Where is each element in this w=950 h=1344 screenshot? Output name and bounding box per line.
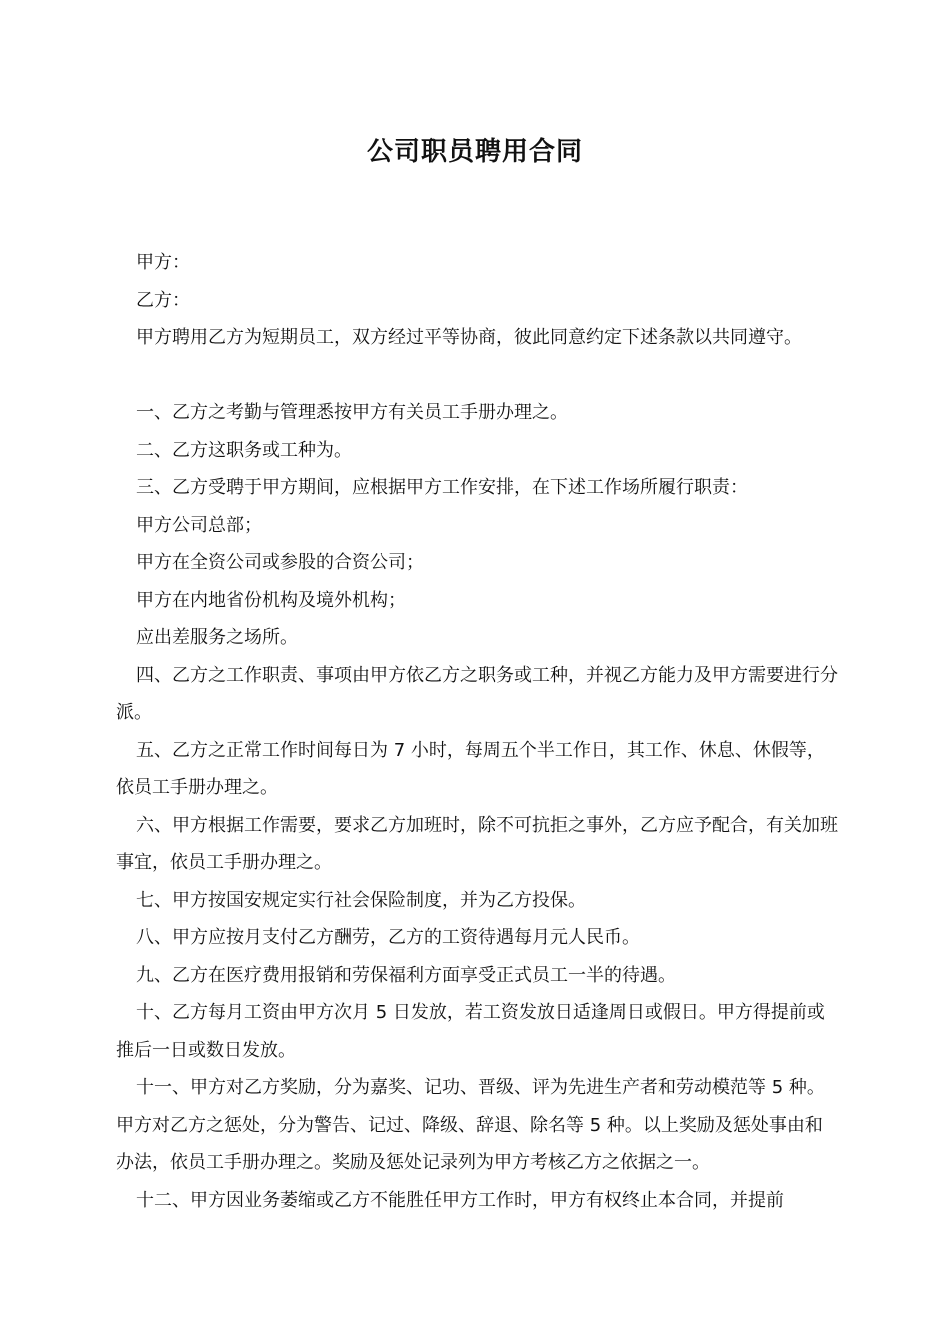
clause-2: 二、乙方这职务或工种为。 xyxy=(136,439,352,461)
party-b-line: 乙方： xyxy=(136,289,190,311)
clause-1: 一、乙方之考勤与管理悉按甲方有关员工手册办理之。 xyxy=(136,402,568,423)
clause-11: 十一、甲方对乙方奖励，分为嘉奖、记功、晋级、评为先进生产者和劳动模范等 5 种。甲方对乙方之惩处，分为警告、记过、降级、辞退、除名等 5 种。以上奖励及惩处事由和办法，依员工手册办理之。奖励及惩处记录列为甲方考核乙方之依据之一。 xyxy=(116,1077,825,1173)
party-a-line: 甲方： xyxy=(136,252,190,273)
clause-9: 九、乙方在医疗费用报销和劳保福利方面享受正式员工一半的待遇。 xyxy=(136,964,676,986)
clause-7: 七、甲方按国安规定实行社会保险制度，并为乙方投保。 xyxy=(136,889,586,911)
contract-body xyxy=(116,244,840,1219)
clause-12: 十二、甲方因业务萎缩或乙方不能胜任甲方工作时，甲方有权终止本合同，并提前 xyxy=(136,1189,784,1211)
clause-3: 三、乙方受聘于甲方期间，应根据甲方工作安排，在下述工作场所履行职责： xyxy=(136,477,748,498)
clause-8: 八、甲方应按月支付乙方酬劳，乙方的工资待遇每月元人民币。 xyxy=(136,927,640,948)
clause-3-item-1: 甲方公司总部； xyxy=(136,514,262,536)
clause-10: 十、乙方每月工资由甲方次月 5 日发放，若工资发放日适逢周日或假日。甲方得提前或推后一日或数日发放。 xyxy=(116,1002,825,1061)
clause-6: 六、甲方根据工作需要，要求乙方加班时，除不可抗拒之事外，乙方应予配合，有关加班事宜，依员工手册办理之。 xyxy=(116,814,838,873)
clause-4: 四、乙方之工作职责、事项由甲方依乙方之职务或工种，并视乙方能力及甲方需要进行分派。 xyxy=(116,664,838,723)
clause-3-item-4: 应出差服务之场所。 xyxy=(136,627,298,648)
document-title: 公司职员聘用合同 xyxy=(366,137,583,167)
clause-3-item-3: 甲方在内地省份机构及境外机构； xyxy=(136,589,406,611)
intro-paragraph: 甲方聘用乙方为短期员工，双方经过平等协商，彼此同意约定下述条款以共同遵守。 xyxy=(136,327,802,348)
clause-5: 五、乙方之正常工作时间每日为 7 小时，每周五个半工作日，其工作、休息、休假等，依员工手册办理之。 xyxy=(116,739,825,798)
clause-3-item-2: 甲方在全资公司或参股的合资公司； xyxy=(136,552,424,573)
